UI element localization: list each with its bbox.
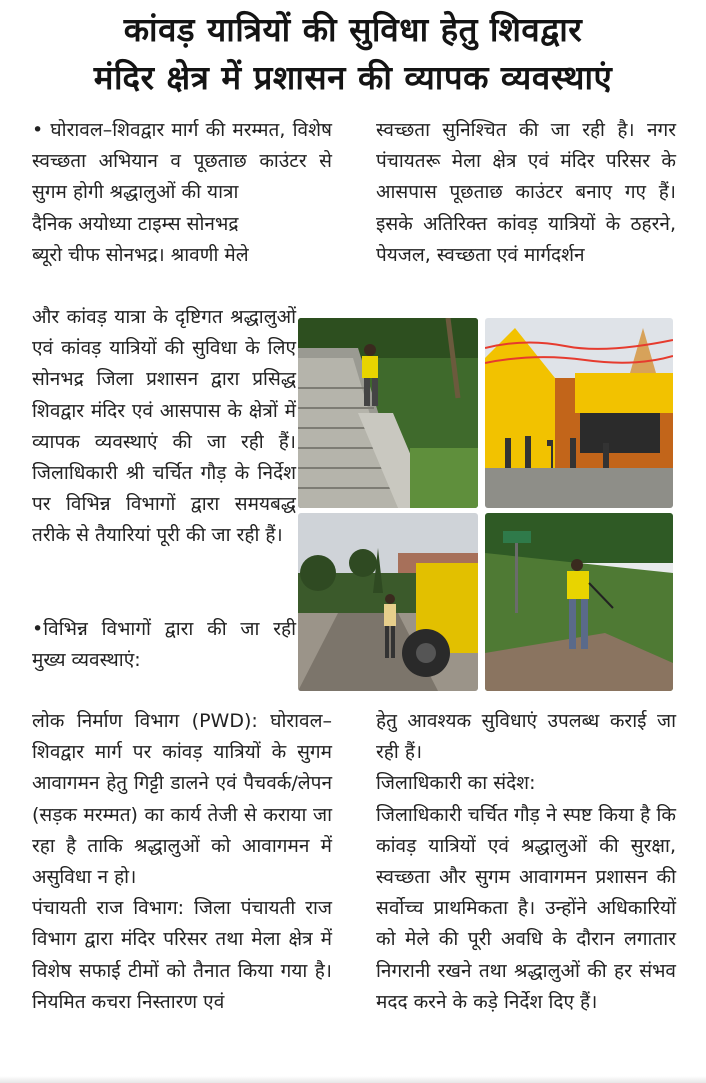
dm-message-heading: जिलाधिकारी का संदेश: <box>376 772 536 795</box>
photo-temple-image <box>485 318 673 508</box>
right-column-bottom <box>376 706 676 1018</box>
bottom-cut-edge <box>0 1076 706 1083</box>
headline-line-2: मंदिर क्षेत्र में प्रशासन की व्यापक व्यवस्थाएं <box>93 58 613 97</box>
photo-steps-image <box>298 318 478 508</box>
facilities-paragraph: हेतु आवश्यक सुविधाएं उपलब्ध कराई जा रही हैं। <box>376 710 676 764</box>
intro-start: ब्यूरो चीफ सोनभद्र। श्रावणी मेले <box>32 243 249 266</box>
photo-steps-sanitation <box>298 318 478 508</box>
byline: दैनिक अयोध्या टाइम्स सोनभद्र <box>32 212 239 235</box>
pwd-paragraph: लोक निर्माण विभाग (PWD): घोरावल–शिवद्वार मार्ग पर कांवड़ यात्रियों के सुगम आवागमन हेतु गिट्टी डालने एवं पैचवर्क/लेपन (सड़क मरम्मत) का कार्य तेजी से कराया जा रहा है ताकि श्रद्धालुओं को आवागमन में असुविधा न हो। <box>32 710 332 889</box>
photo-road-image <box>298 513 478 691</box>
photo-spraying-field <box>485 513 673 691</box>
left-column-subhead <box>32 614 296 676</box>
left-column-bottom <box>32 706 332 1018</box>
intro-paragraph: और कांवड़ यात्रा के दृष्टिगत श्रद्धालुओं एवं कांवड़ यात्रियों की सुविधा के लिए सोनभद्र जिला प्रशासन द्वारा प्रसिद्ध शिवद्वार मंदिर एवं आसपास के क्षेत्रों में व्यापक व्यवस्थाएं की जा रही हैं। जिलाधिकारी श्री चर्चित गौड़ के निर्देश पर विभिन्न विभागों द्वारा समयबद्ध तरीके से तैयारियां पूरी की जा रही हैं। <box>32 306 296 547</box>
photo-road-repair <box>298 513 478 691</box>
left-column-top <box>32 115 332 271</box>
photo-temple-decorated <box>485 318 673 508</box>
arrangements-subhead: •विभिन्न विभागों द्वारा की जा रही मुख्य व्यवस्थाएं: <box>32 618 296 672</box>
right-column-top <box>376 115 676 271</box>
panchayat-paragraph: पंचायती राज विभाग: जिला पंचायती राज विभाग द्वारा मंदिर परिसर तथा मेला क्षेत्र में विशेष सफाई टीमों को तैनात किया गया है। नियमित कचरा निस्तारण एवं <box>32 897 332 1013</box>
left-column-wrap <box>32 302 296 552</box>
photo-spraying-image <box>485 513 673 691</box>
dm-message-paragraph: जिलाधिकारी चर्चित गौड़ ने स्पष्ट किया है कि कांवड़ यात्रियों एवं श्रद्धालुओं की सुरक्षा, स्वच्छता और सुगम आवागमन प्रशासन की सर्वोच्च प्राथमिकता है। उन्होंने अधिकारियों को मेले की पूरी अवधि के दौरान लगातार निगरानी रखने तथा श्रद्धालुओं की हर संभव मदद करने के कड़े निर्देश दिए हैं। <box>376 803 676 1013</box>
cleanliness-paragraph: स्वच्छता सुनिश्चित की जा रही है। नगर पंचायतरू मेला क्षेत्र एवं मंदिर परिसर के आसपास पूछताछ काउंटर बनाए गए हैं। इसके अतिरिक्त कांवड़ यात्रियों के ठहरने, पेयजल, स्वच्छता एवं मार्गदर्शन <box>376 119 676 266</box>
headline-line-1: कांवड़ यात्रियों की सुविधा हेतु शिवद्वार <box>123 10 583 49</box>
lead-bullet: • घोरावल–शिवद्वार मार्ग की मरम्मत, विशेष स्वच्छता अभियान व पूछताछ काउंटर से सुगम होगी श्रद्धालुओं की यात्रा <box>32 119 332 204</box>
headline <box>10 6 696 102</box>
